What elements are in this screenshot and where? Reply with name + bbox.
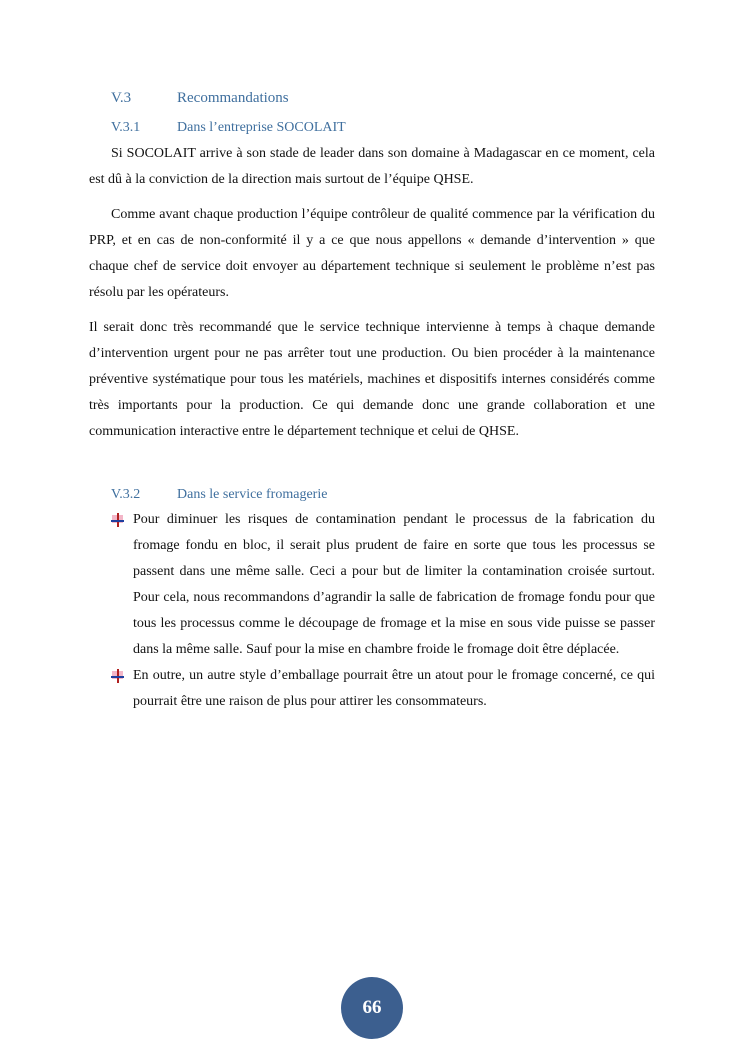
subsection-title-1: Dans l’entreprise SOCOLAIT [177,120,346,135]
bullet-plus-icon [111,513,124,527]
section-number: V.3 [111,90,132,106]
section-title: Recommandations [177,90,289,106]
paragraph-3: Il serait donc très recommandé que le service technique intervienne à temps à chaque demande d’intervention urgent pour ne pas arrêter tout une production. Ou bien procéder à la maintenance préventive systématique pour tous les matériels, machines et dispositifs internes considérés comme très importants pour la production. Ce qui demande donc une grande collaboration et une communication interactive entre le département technique et celui de QHSE. [89,320,655,439]
list-item [111,507,655,663]
section-heading [111,88,289,108]
subsection-number-1: V.3.1 [111,120,141,135]
subsection-number-2: V.3.2 [111,487,141,502]
bullet-plus-icon [111,669,124,683]
recommendation-list [111,507,655,715]
list-item [111,663,655,715]
list-item-text: En outre, un autre style d’emballage pourrait être un atout pour le fromage concerné, ce qui pourrait être une raison de plus pour attirer les consommateurs. [133,668,655,709]
subsection-title-2: Dans le service fromagerie [177,487,328,502]
page-number-badge: 66 [341,977,403,1039]
paragraph-1: Si SOCOLAIT arrive à son stade de leader dans son domaine à Madagascar en ce moment, cela est dû à la conviction de la direction mais surtout de l’équipe QHSE. [89,146,655,187]
paragraph-2: Comme avant chaque production l’équipe contrôleur de qualité commence par la vérification du PRP, et en cas de non-conformité il y a ce que nous appellons « demande d’intervention » que chaque chef de service doit envoyer au département technique si seulement le problème n’est pas résolu par les opérateurs. [89,207,655,300]
subsection-heading-1 [111,118,346,138]
subsection-heading-2 [111,485,327,505]
list-item-text: Pour diminuer les risques de contamination pendant le processus de la fabrication du fromage fondu en bloc, il serait plus prudent de faire en sorte que tous les processus se passent dans une même salle. Ceci a pour but de limiter la contamination croisée surtout. Pour cela, nous recommandons d’agrandir la salle de fabrication de fromage fondu pour que tous les processus comme le découpage de fromage et la mise en sous vide puisse se passer dans la même salle. Sauf pour la mise en chambre froide le fromage doit être déplacée. [133,512,655,657]
